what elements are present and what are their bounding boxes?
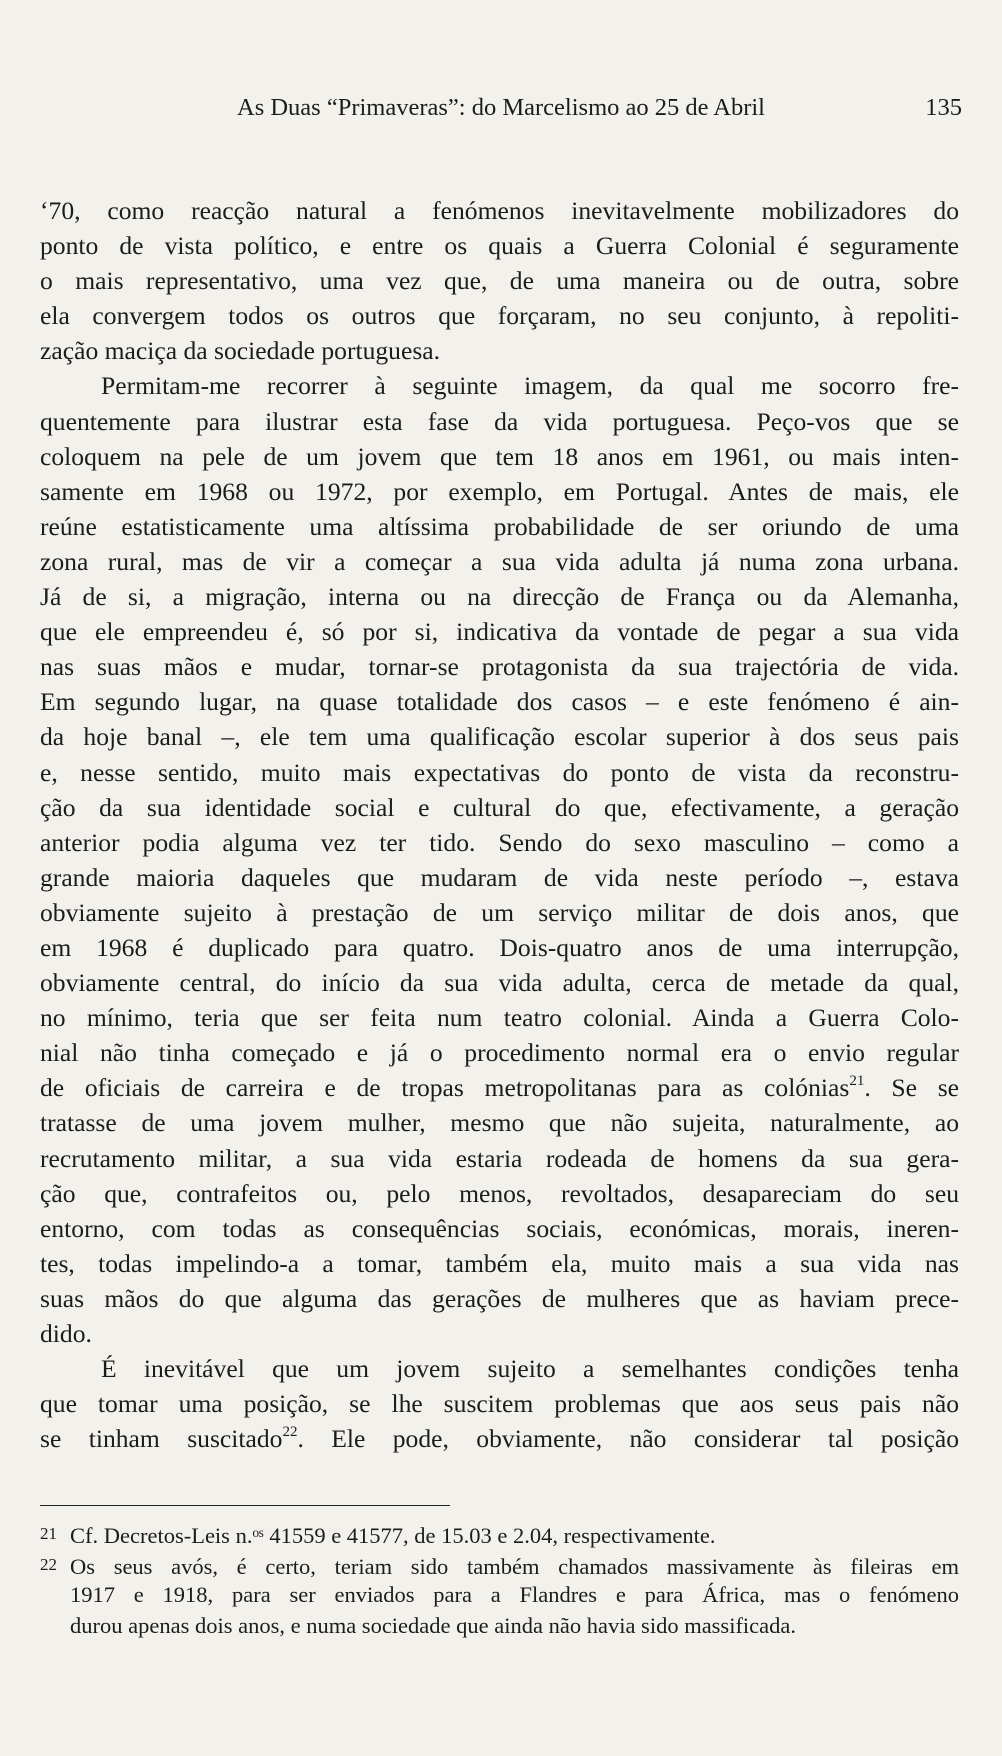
text-line: zação maciça da sociedade portuguesa. xyxy=(40,336,441,366)
text-line: Permitam-me recorrer à seguinte imagem, da qual me socorro fre- xyxy=(101,371,959,401)
text-line: obviamente central, do início da sua vida adulta, cerca de metade da qual, xyxy=(40,968,959,998)
text-line xyxy=(40,1421,959,1456)
text-line: ponto de vista político, e entre os quais a Guerra Colonial é seguramente xyxy=(40,231,959,261)
footnotes xyxy=(40,1519,959,1641)
footnote-text: 1917 e 1918, para ser enviados para a Flandres e para África, mas o fenómeno xyxy=(70,1582,959,1607)
text-line: É inevitável que um jovem sujeito a semelhantes condições tenha xyxy=(101,1354,959,1384)
text-line: Já de si, a migração, interna ou na direcção de França ou da Alemanha, xyxy=(40,582,959,612)
text-line: que ele empreendeu é, só por si, indicativa da vontade de pegar a sua vida xyxy=(40,617,959,647)
text-line: samente em 1968 ou 1972, por exemplo, em Portugal. Antes de mais, ele xyxy=(40,476,959,506)
text-line: e, nesse sentido, muito mais expectativas do ponto de vista da reconstru- xyxy=(40,757,959,787)
text-line: tes, todas impelindo-a a tomar, também ela, muito mais a sua vida nas xyxy=(40,1248,959,1278)
footnote-ref-22[interactable]: 22 xyxy=(282,1424,298,1441)
text-line: ção da sua identidade social e cultural do que, efectivamente, a geração xyxy=(40,792,959,822)
text-segment: de oficiais de carreira e de tropas metropolitanas para as colónias xyxy=(40,1073,850,1103)
text-line: ela convergem todos os outros que forçaram, no seu conjunto, à repoliti- xyxy=(40,301,959,331)
text-line: Em segundo lugar, na quase totalidade dos casos – e este fenómeno é ain- xyxy=(40,687,959,717)
text-line: zona rural, mas de vir a começar a sua vida adulta já numa zona urbana. xyxy=(40,546,959,576)
footnote-ref-21[interactable]: 21 xyxy=(849,1073,865,1090)
footnote-22 xyxy=(40,1550,959,1581)
footnote-text: durou apenas dois anos, e numa sociedade que ainda não havia sido massificada. xyxy=(70,1612,797,1638)
text-line: ‘70, como reacção natural a fenómenos inevitavelmente mobilizadores do xyxy=(40,196,959,225)
text-segment: se tinham suscitado xyxy=(40,1424,283,1454)
footnote-divider xyxy=(40,1505,450,1506)
text-line: que tomar uma posição, se lhe suscitem problemas que aos seus pais não xyxy=(40,1389,959,1419)
text-segment: . Ele pode, obviamente, não considerar tal posição xyxy=(297,1424,959,1454)
text-line: grande maioria daqueles que mudaram de vida neste período –, estava xyxy=(40,862,959,892)
text-line: o mais representativo, uma vez que, de uma maneira ou de outra, sobre xyxy=(40,266,959,296)
text-line: entorno, com todas as consequências sociais, económicas, morais, ineren- xyxy=(40,1213,959,1243)
text-line: em 1968 é duplicado para quatro. Dois-quatro anos de uma interrupção, xyxy=(40,932,959,962)
text-line: da hoje banal –, ele tem uma qualificação escolar superior à dos seus pais xyxy=(40,722,959,752)
running-title: As Duas “Primaveras”: do Marcelismo ao 25 de Abril xyxy=(237,94,765,121)
text-line xyxy=(40,1070,959,1105)
footnote-number: 22 xyxy=(40,1554,57,1574)
text-line: dido. xyxy=(40,1319,92,1348)
text-line: suas mãos do que alguma das gerações de mulheres que as haviam prece- xyxy=(40,1283,959,1313)
text-line: nas suas mãos e mudar, tornar-se protagonista da sua trajectória de vida. xyxy=(40,652,959,682)
body-text xyxy=(40,193,959,1456)
text-line: obviamente sujeito à prestação de um serviço militar de dois anos, que xyxy=(40,897,959,927)
footnote-21 xyxy=(40,1519,959,1550)
page-number: 135 xyxy=(925,94,962,121)
text-line: ção que, contrafeitos ou, pelo menos, revoltados, desapareciam do seu xyxy=(40,1178,959,1208)
text-line: tratasse de uma jovem mulher, mesmo que não sujeita, naturalmente, ao xyxy=(40,1108,959,1138)
text-line: no mínimo, teria que ser feita num teatro colonial. Ainda a Guerra Colo- xyxy=(40,1003,959,1033)
text-line: nial não tinha começado e já o procedimento normal era o envio regular xyxy=(40,1038,959,1068)
running-head xyxy=(40,94,962,130)
text-line: quentemente para ilustrar esta fase da vida portuguesa. Peço-vos que se xyxy=(40,406,959,436)
text-line: anterior podia alguma vez ter tido. Sendo do sexo masculino – como a xyxy=(40,827,959,857)
text-line: recrutamento militar, a sua vida estaria rodeada de homens da sua gera- xyxy=(40,1143,959,1173)
text-line: reúne estatisticamente uma altíssima probabilidade de ser oriundo de uma xyxy=(40,511,959,541)
footnote-text: Cf. Decretos-Leis n.ᵒˢ 41559 e 41577, de 15.03 e 2.04, respectivamente. xyxy=(70,1523,716,1548)
text-segment: . Se se xyxy=(864,1073,960,1103)
footnote-text: Os seus avós, é certo, teriam sido também chamados massivamente às fileiras em xyxy=(70,1553,959,1579)
footnote-number: 21 xyxy=(40,1524,57,1543)
text-line: coloquem na pele de um jovem que tem 18 anos em 1961, ou mais inten- xyxy=(40,441,959,471)
